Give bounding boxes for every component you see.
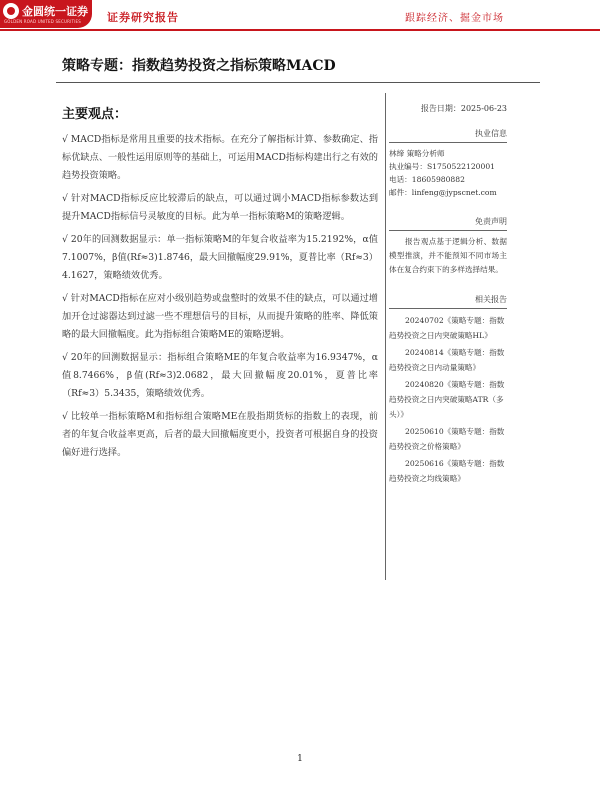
analyst-email[interactable]: 邮件：linfeng@jypscnet.com — [389, 188, 497, 197]
check-icon: √ — [62, 193, 68, 204]
related-report-item[interactable]: 20240814《策略专题：指数趋势投资之日内动量策略》 — [389, 348, 505, 372]
column-divider — [385, 93, 386, 580]
page-number: 1 — [297, 754, 303, 764]
key-point — [62, 190, 378, 226]
logo-emblem-icon — [3, 3, 19, 19]
key-point-text: 针对MACD指标在应对小级别趋势或盘整时的效果不佳的缺点，可以通过增加开仓过滤器达到过滤一些不理想信号的目标，从而提升策略的胜率、降低策略的最大回撤幅度。此为指标组合策略ME的策略逻辑。 — [62, 293, 378, 340]
analyst-info-heading: 执业信息 — [389, 128, 507, 143]
check-icon: √ — [62, 293, 68, 304]
header-divider — [0, 29, 600, 31]
key-point-text: 比较单一指标策略M和指标组合策略ME在股指期货标的指数上的表现，前者的年复合收益率更高，后者的最大回撤幅度更小，投资者可根据自身的投资偏好进行选择。 — [62, 411, 378, 458]
check-icon: √ — [62, 234, 68, 245]
disclaimer-heading: 免责声明 — [389, 216, 507, 231]
logo-subtitle: GOLDEN ROAD UNITED SECURITIES — [4, 19, 81, 24]
report-title: 策略专题：指数趋势投资之指标策略MACD — [62, 58, 336, 74]
related-report-item[interactable]: 20240702《策略专题：指数趋势投资之日内突破策略HL》 — [389, 316, 505, 340]
title-divider — [56, 82, 540, 83]
page-header — [0, 0, 600, 30]
key-point — [62, 408, 378, 462]
analyst-phone: 电话：18605980882 — [389, 175, 465, 184]
key-point — [62, 290, 378, 344]
related-reports-heading: 相关报告 — [389, 294, 507, 309]
related-report-item[interactable]: 20240820《策略专题：指数趋势投资之日内突破策略ATR（多头）》 — [389, 380, 505, 419]
logo-name: 金圆统一证券 — [22, 5, 88, 18]
key-point-text: 20年的回测数据显示：单一指标策略M的年复合收益率为15.2192%，α值7.1007%，β值(Rf≈3)1.8746，最大回撤幅度29.91%，夏普比率（Rf≈3）4.1627，策略绩效优秀。 — [62, 234, 378, 281]
section-title: 主要观点： — [62, 107, 128, 122]
key-point-text: 针对MACD指标反应比较滞后的缺点，可以通过调小MACD指标参数达到提升MACD指标信号灵敏度的目标。此为单一指标策略M的策略逻辑。 — [62, 193, 378, 222]
key-point — [62, 231, 378, 285]
sidebar — [389, 103, 507, 488]
key-point — [62, 349, 378, 403]
company-logo — [0, 0, 92, 28]
main-points — [62, 131, 378, 467]
analyst-name: 林缔 策略分析师 — [389, 149, 445, 158]
key-point — [62, 131, 378, 185]
disclaimer-text: 报告观点基于逻辑分析、数据模型推演，并不能预知不同市场主体在复合约束下的多样选择结果。 — [389, 237, 507, 274]
header-slogan: 跟踪经济、掘金市场 — [405, 13, 504, 24]
report-type: 证券研究报告 — [107, 11, 179, 24]
check-icon: √ — [62, 134, 68, 145]
related-report-item[interactable]: 20250610《策略专题：指数趋势投资之价格策略》 — [389, 427, 505, 451]
check-icon: √ — [62, 411, 68, 422]
check-icon: √ — [62, 352, 68, 363]
key-point-text: MACD指标是常用且重要的技术指标。在充分了解指标计算、参数确定、指标优缺点、一般性运用原则等的基础上，可运用MACD指标构建出行之有效的趋势投资策略。 — [62, 134, 378, 181]
key-point-text: 20年的回测数据显示：指标组合策略ME的年复合收益率为16.9347%，α值8.7466%，β值(Rf≈3)2.0682，最大回撤幅度20.01%，夏普比率（Rf≈3）5.3435，策略绩效优秀。 — [62, 352, 378, 399]
report-date: 报告日期：2025-06-23 — [420, 104, 507, 113]
analyst-license: 执业编号：S1750522120001 — [389, 162, 495, 171]
related-report-item[interactable]: 20250616《策略专题：指数趋势投资之均线策略》 — [389, 459, 505, 483]
